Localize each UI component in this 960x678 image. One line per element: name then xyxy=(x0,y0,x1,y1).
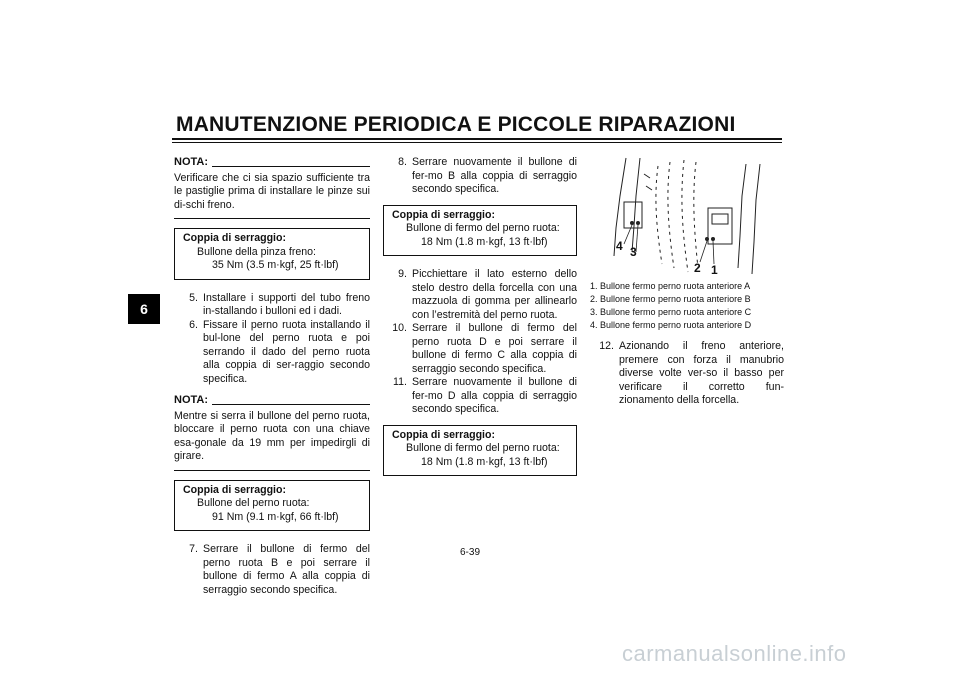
note-heading xyxy=(174,156,370,170)
note-end-rule xyxy=(174,218,370,219)
note-label: NOTA: xyxy=(174,156,209,168)
step-list xyxy=(383,268,577,417)
callout-4: 4 xyxy=(616,239,623,253)
step-item xyxy=(383,322,577,376)
torque-title: Coppia di serraggio: xyxy=(183,232,287,244)
torque-title: Coppia di serraggio: xyxy=(392,208,496,221)
torque-value: 18 Nm (1.8 m·kgf, 13 ft·lbf) xyxy=(421,455,548,468)
step-text: Serrare il bullone di fermo del perno ruota D e poi serrare il bullone di fermo C alla coppia di serraggio secondo specifica. xyxy=(412,322,577,375)
step-list xyxy=(590,340,784,408)
step-number: 11. xyxy=(393,376,407,388)
torque-item: Bullone di fermo del perno ruota: xyxy=(406,442,560,454)
torque-box xyxy=(174,480,370,532)
step-text: Picchiettare il lato esterno dello stelo destro della forcella con una mazzuola di gomma per allinearlo con l’estremità del perno ruota. xyxy=(412,268,577,321)
torque-value: 35 Nm (3.5 m·kgf, 25 ft·lbf) xyxy=(212,259,339,271)
torque-box xyxy=(383,205,577,257)
torque-value: 18 Nm (1.8 m·kgf, 13 ft·lbf) xyxy=(421,235,548,248)
step-number: 12. xyxy=(599,340,614,352)
step-number: 10. xyxy=(392,322,407,334)
figure-caption-list xyxy=(590,280,784,332)
fork-drawing xyxy=(596,156,772,278)
note-heading xyxy=(174,394,370,408)
callout-1: 1 xyxy=(711,263,718,277)
chapter-tab: 6 xyxy=(128,294,160,324)
step-item xyxy=(383,268,577,322)
step-list xyxy=(174,543,370,597)
note-label: NOTA: xyxy=(174,394,209,406)
note-text: Mentre si serra il bullone del perno ruota, bloccare il perno ruota con una chiave esa-gonale da 19 mm per impedirgli di girare. xyxy=(174,409,370,462)
title-rule xyxy=(172,138,782,140)
callout-2: 2 xyxy=(694,261,701,275)
page-title: MANUTENZIONE PERIODICA E PICCOLE RIPARAZIONI xyxy=(176,113,736,136)
svg-text:carmanualsonline.info: carmanualsonline.info xyxy=(622,641,847,666)
torque-box xyxy=(383,425,577,477)
column-middle xyxy=(383,156,577,488)
torque-item: Bullone del perno ruota: xyxy=(197,497,310,509)
torque-value: 91 Nm (9.1 m·kgf, 66 ft·lbf) xyxy=(212,510,339,523)
torque-title: Coppia di serraggio: xyxy=(392,428,496,441)
figure-caption: 3. Bullone fermo perno ruota anteriore C xyxy=(590,307,752,317)
step-number: 7. xyxy=(189,543,198,555)
page-number: 6-39 xyxy=(460,547,481,558)
step-list xyxy=(174,292,370,387)
step-list xyxy=(383,156,577,197)
step-item xyxy=(383,376,577,417)
callout-3: 3 xyxy=(630,245,637,259)
torque-item: Bullone di fermo del perno ruota: xyxy=(406,222,560,234)
figure-caption: 4. Bullone fermo perno ruota anteriore D xyxy=(590,320,752,330)
step-text: Serrare il bullone di fermo del perno ruota B e poi serrare il bullone di fermo A alla coppia di serraggio secondo specifica. xyxy=(203,543,370,596)
step-item xyxy=(174,543,370,597)
column-right xyxy=(590,280,784,416)
step-number: 5. xyxy=(189,291,198,304)
figure-caption: 2. Bullone fermo perno ruota anteriore B xyxy=(590,294,751,304)
step-item xyxy=(174,292,370,319)
step-item xyxy=(590,340,784,408)
step-text: Azionando il freno anteriore, premere con forza il manubrio diverse volte ver-so il basso per verificare il corretto fun-zionamento della forcella. xyxy=(619,340,784,406)
figure-caption: 1. Bullone fermo perno ruota anteriore A xyxy=(590,281,751,291)
step-text: Installare i supporti del tubo freno in-stallando i bulloni ed i dadi. xyxy=(203,291,370,317)
torque-box xyxy=(174,228,370,280)
step-item xyxy=(174,319,370,387)
step-number: 6. xyxy=(189,318,198,331)
site-watermark-logo xyxy=(622,640,942,671)
step-text: Serrare nuovamente il bullone di fer-mo B alla coppia di serraggio secondo specifica. xyxy=(412,156,577,195)
step-text: Serrare nuovamente il bullone di fer-mo D alla coppia di serraggio secondo specifica. xyxy=(412,376,577,415)
step-text: Fissare il perno ruota installando il bul-lone del perno ruota e poi serrando il dado del perno ruota alla coppia di ser-raggio secondo specifica. xyxy=(203,318,370,385)
note-text: Verificare che ci sia spazio sufficiente tra le pastiglie prima di installare le pinze sui di-schi freno. xyxy=(174,171,370,211)
column-left xyxy=(174,156,370,605)
note-end-rule xyxy=(174,470,370,471)
torque-item: Bullone della pinza freno: xyxy=(197,245,316,258)
front-fork-illustration xyxy=(596,156,772,278)
torque-title: Coppia di serraggio: xyxy=(183,483,287,496)
step-number: 8. xyxy=(398,156,407,168)
step-item xyxy=(383,156,577,197)
title-rule-thin xyxy=(172,142,782,143)
step-number: 9. xyxy=(398,268,407,280)
